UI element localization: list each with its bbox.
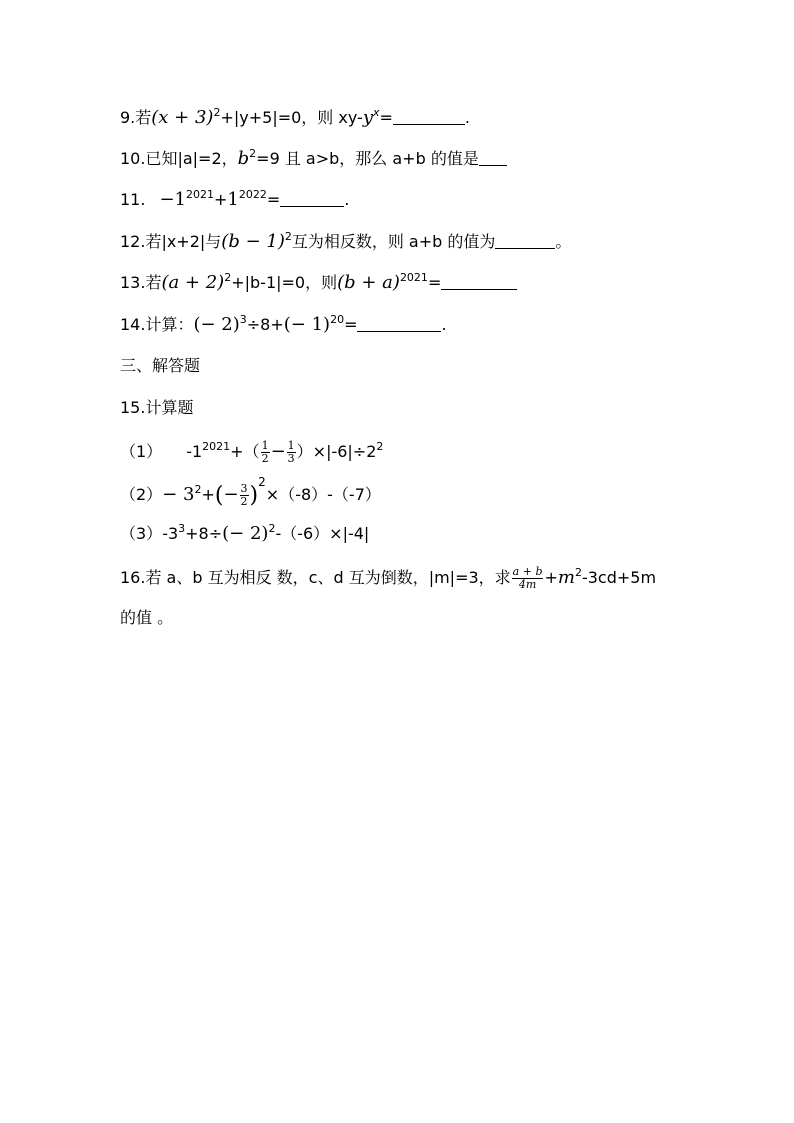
q14-text-2: ÷8+ (246, 315, 284, 334)
q15-p2-label: （2） (120, 485, 163, 504)
q11-number: 11. (120, 190, 146, 209)
q9-answer-blank[interactable] (393, 110, 465, 125)
q14-period: . (441, 315, 447, 334)
question-11 (120, 190, 349, 210)
q12-exponent: 2 (284, 230, 292, 243)
q13-answer-blank[interactable] (441, 275, 517, 290)
question-14 (120, 315, 447, 335)
q15-p2-exponent: 2 (194, 483, 202, 496)
q15-p3-label: （3） (120, 524, 163, 543)
q9-text: +|y+5|=0，则 xy- (220, 108, 363, 127)
question-12 (120, 232, 571, 252)
q15-p1-rest: ）×|-6|÷2 (296, 442, 377, 461)
q14-expression-2: (− 1) (283, 314, 331, 335)
q15-p3-term: -3 (162, 524, 179, 543)
q13-exponent-2: 2021 (399, 271, 428, 284)
question-13 (120, 273, 517, 293)
q15-p1-label: （1） (120, 442, 163, 461)
q15-p3-rest: -（-6）×|-4| (275, 524, 370, 543)
q9-var-x: x (373, 106, 380, 119)
q15-p3-text: +8÷ (185, 524, 223, 543)
q13-expression-2: (b + a) (337, 272, 400, 293)
q9-var-y: y (362, 107, 373, 128)
q12-answer-blank[interactable] (495, 234, 555, 249)
q12-text: 12.若|x+2|与 (120, 232, 222, 251)
q9-exponent: 2 (213, 106, 221, 119)
q10-answer-blank[interactable] (479, 151, 507, 166)
q11-plus: + (214, 190, 228, 209)
q13-text: 13.若 (120, 273, 162, 292)
q15-p2-fraction: $\frac{3}{2}$ (240, 482, 248, 508)
q15-p1-exponent-2: 2 (376, 440, 384, 453)
q14-exponent-2: 20 (330, 313, 345, 326)
q12-text-2: 互为相反数，则 a+b 的值为 (291, 232, 496, 251)
question-16-line-2: 的值 。 (120, 608, 174, 627)
question-16 (120, 566, 656, 591)
q12-period: 。 (555, 232, 572, 251)
q15-p2-minus: − (223, 484, 239, 505)
q16-text-2: -3cd+5m (581, 568, 657, 587)
q15-p1-fraction-1: $\frac{1}{2}$ (261, 439, 269, 465)
q15-p1-exponent: 2021 (202, 440, 231, 453)
question-10 (120, 149, 507, 169)
q13-equals: = (427, 273, 442, 292)
q15-p3-expression: (− 2) (222, 523, 269, 544)
q14-equals: = (344, 315, 358, 334)
question-15-part-1 (120, 440, 383, 465)
q14-exponent-1: 3 (239, 313, 247, 326)
q13-text-2: +|b-1|=0，则 (231, 273, 338, 292)
q15-p1-open-paren: +（ (230, 442, 260, 461)
q10-exponent: 2 (249, 147, 257, 160)
q16-exponent: 2 (574, 566, 582, 579)
q16-var-m: m (557, 567, 575, 588)
question-15-part-2 (120, 475, 381, 508)
q15-p2-term: − 3 (162, 484, 195, 505)
q15-p3-exponent: 3 (178, 522, 186, 535)
q9-period: . (464, 108, 471, 127)
section-heading: 三、解答题 (120, 356, 201, 375)
q11-exponent-2: 2022 (238, 188, 267, 201)
q15-p2-open-paren: ( (214, 483, 224, 508)
question-15-part-3 (120, 524, 369, 544)
q10-var-b: b (237, 148, 250, 169)
q14-text: 14.计算： (120, 315, 194, 334)
q9-number: 9.若 (120, 108, 152, 127)
q11-period: . (344, 190, 350, 209)
q15-p2-rest: ×（-8）-（-7） (265, 485, 381, 504)
q15-p1-term: -1 (186, 442, 203, 461)
q14-expression-1: (− 2) (193, 314, 240, 335)
q11-equals: = (266, 190, 281, 209)
q9-expression: (x + 3) (151, 107, 214, 128)
q10-text-2: =9 且 a>b，那么 a+b 的值是 (256, 149, 479, 168)
q11-exponent-1: 2021 (186, 188, 214, 201)
q15-p2-close-paren: ) (249, 483, 259, 508)
q15-p3-exponent-2: 2 (268, 522, 276, 535)
q16-plus: + (544, 568, 558, 587)
q15-p2-paren-exponent: 2 (258, 475, 266, 489)
q15-p1-minus: − (270, 441, 286, 462)
q16-fraction: $\frac{a + b}{4m}$ (512, 565, 543, 591)
q13-expression-1: (a + 2) (161, 272, 225, 293)
q14-answer-blank[interactable] (357, 317, 441, 332)
question-15-title: 15.计算题 (120, 398, 194, 417)
q11-term-1: −1 (159, 189, 186, 210)
question-9 (120, 108, 470, 128)
q15-p2-plus: + (201, 485, 215, 504)
q9-equals: = (379, 108, 393, 127)
q11-term-2: 1 (227, 189, 239, 210)
q12-expression: (b − 1) (221, 231, 285, 252)
q13-exponent-1: 2 (224, 271, 232, 284)
q11-answer-blank[interactable] (280, 192, 344, 207)
q15-p1-fraction-2: $\frac{1}{3}$ (287, 439, 295, 465)
q10-text: 10.已知|a|=2， (120, 149, 238, 168)
q16-text: 16.若 a、b 互为相反 数，c、d 互为倒数，|m|=3，求 (120, 568, 511, 587)
